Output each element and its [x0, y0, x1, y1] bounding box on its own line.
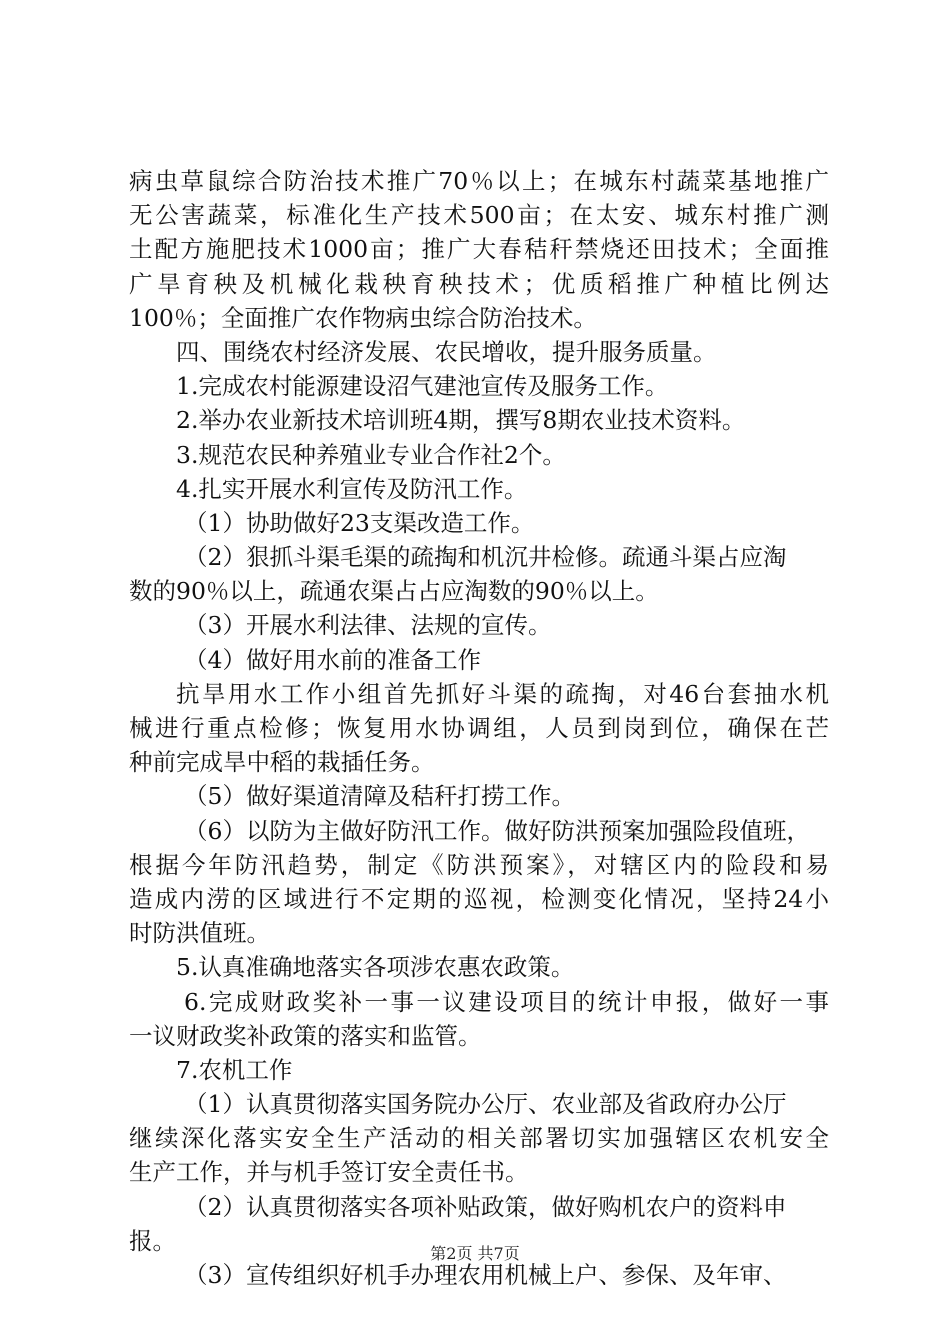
list-item: 1.完成农村能源建设沼气建池宣传及服务工作。 [176, 372, 669, 401]
sub-list-item: （2）认真贯彻落实各项补贴政策，做好购机农户的资料申 [184, 1192, 787, 1221]
text-line: 报。 [129, 1226, 176, 1255]
text-line: 广旱育秧及机械化栽秧育秧技术；优质稻推广种植比例达 [129, 269, 829, 298]
text-line: 抗旱用水工作小组首先抓好斗渠的疏掏，对46台套抽水机 [176, 679, 829, 708]
text-line: 时防洪值班。 [129, 919, 270, 948]
document-body [129, 164, 829, 1292]
text-line: 生产工作，并与机手签订安全责任书。 [129, 1158, 529, 1187]
list-item: 2.举办农业新技术培训班4期，撰写8期农业技术资料。 [176, 406, 746, 435]
sub-list-item: （5）做好渠道清障及秸秆打捞工作。 [184, 782, 575, 811]
text-line: 造成内涝的区域进行不定期的巡视，检测变化情况，坚持24小 [129, 884, 829, 913]
text-line: 根据今年防汛趋势，制定《防洪预案》，对辖区内的险段和易 [129, 850, 829, 879]
text-line: 继续深化落实安全生产活动的相关部署切实加强辖区农机安全 [129, 1124, 829, 1153]
text-line: 无公害蔬菜，标准化生产技术500亩；在太安、城东村推广测 [129, 201, 829, 230]
text-line: 械进行重点检修；恢复用水协调组，人员到岗到位，确保在芒 [129, 714, 829, 742]
page-number-footer: 第2页 共7页 [430, 1244, 520, 1263]
list-item: 7.农机工作 [176, 1055, 293, 1084]
sub-list-item: （3）宣传组织好机手办理农用机械上户、参保、及年审、 [184, 1261, 787, 1289]
text-line: 一议财政奖补政策的落实和监管。 [129, 1021, 482, 1050]
sub-list-item: （2）狠抓斗渠毛渠的疏掏和机沉井检修。疏通斗渠占应淘 [184, 543, 787, 572]
text-line: 种前完成旱中稻的栽插任务。 [129, 748, 435, 777]
sub-list-item: （1）协助做好23支渠改造工作。 [184, 508, 535, 537]
text-line: 病虫草鼠综合防治技术推广70％以上；在城东村蔬菜基地推广 [129, 167, 829, 195]
sub-list-item: （1）认真贯彻落实国务院办公厅、农业部及省政府办公厅 [184, 1090, 787, 1119]
sub-list-item: （3）开展水利法律、法规的宣传。 [184, 611, 552, 640]
text-line: 数的90％以上，疏通农渠占占应淘数的90％以上。 [129, 577, 659, 606]
text-line: 100％；全面推广农作物病虫综合防治技术。 [129, 303, 597, 332]
list-item: 5.认真准确地落实各项涉农惠农政策。 [176, 953, 575, 982]
list-item: 3.规范农民种养殖业专业合作社2个。 [176, 440, 566, 469]
sub-list-item: （6）以防为主做好防汛工作。做好防洪预案加强险段值班， [184, 816, 810, 845]
list-item: 4.扎实开展水利宣传及防汛工作。 [176, 474, 528, 503]
list-item: 6.完成财政奖补一事一议建设项目的统计申报，做好一事 [184, 987, 829, 1016]
section-heading: 四、围绕农村经济发展、农民增收，提升服务质量。 [176, 337, 717, 366]
sub-list-item: （4）做好用水前的准备工作 [184, 645, 481, 674]
text-line: 土配方施肥技术1000亩；推广大春秸秆禁烧还田技术；全面推 [129, 235, 829, 264]
